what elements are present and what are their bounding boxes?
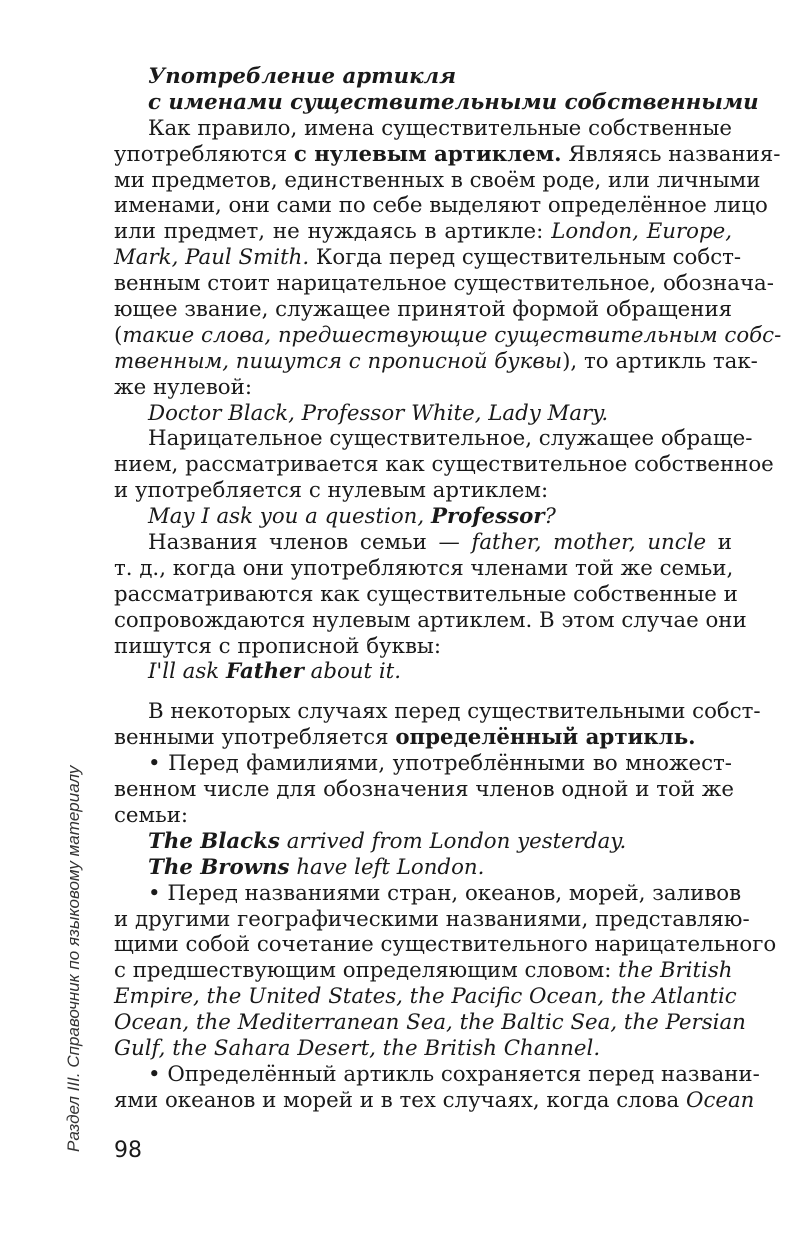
paragraph-line: (такие слова, предшествующие существительным собс- xyxy=(114,322,782,348)
section-heading-line-1: Употребление артикля xyxy=(148,64,457,89)
example-sentence: May I ask you a question, Professor? xyxy=(148,504,556,530)
paragraph-line: венным стоит нарицательное существительное, обознача- xyxy=(114,271,774,297)
paragraph-line: твенным, пишутся с прописной буквы), то артикль так- xyxy=(114,348,758,374)
paragraph-line: ющее звание, служащее принятой формой обращения xyxy=(114,297,733,323)
example-sentence: The Browns have left London. xyxy=(148,854,485,880)
bullet-line: • Определённый артикль сохраняется перед названи- xyxy=(148,1061,760,1087)
example-sentence: The Blacks arrived from London yesterday. xyxy=(148,828,627,854)
page-body-text xyxy=(114,64,782,1114)
section-side-label: Раздел III. Справочник по языковому материалу xyxy=(64,765,83,1152)
paragraph-line: Mark, Paul Smith. Когда перед существительным собст- xyxy=(114,245,742,271)
paragraph-line: употребляются с нулевым артиклем. Являясь названия- xyxy=(114,141,781,167)
section-heading-line-2: с именами существительными собственными xyxy=(148,89,759,115)
paragraph-line: Названия членов семьи — father, mother, uncle и xyxy=(148,530,732,556)
bullet-line: венном числе для обозначения членов одной и той же xyxy=(114,777,734,803)
paragraph-line: Как правило, имена существительные собственные xyxy=(148,115,732,141)
paragraph-line: венными употребляется определённый артикль. xyxy=(114,725,696,751)
paragraph-gap xyxy=(114,685,732,699)
bullet-line: щими собой сочетание существительного нарицательного xyxy=(114,932,777,958)
bullet-line: • Перед фамилиями, употреблёнными во множест- xyxy=(148,751,732,777)
paragraph-line: Нарицательное существительное, служащее обраще- xyxy=(148,426,753,452)
bullet-line: Empire, the United States, the Pacific Ocean, the Atlantic xyxy=(114,984,737,1010)
paragraph-line: именами, они сами по себе выделяют определённое лицо xyxy=(114,193,768,219)
example-sentence: Doctor Black, Professor White, Lady Mary. xyxy=(148,400,609,426)
paragraph-line: ми предметов, единственных в своём роде, или личными xyxy=(114,167,761,193)
bullet-line: ями океанов и морей и в тех случаях, когда слова Ocean xyxy=(114,1087,755,1113)
paragraph-line: же нулевой: xyxy=(114,374,253,400)
paragraph-line: и употребляется с нулевым артиклем: xyxy=(114,478,549,504)
paragraph-line: сопровождаются нулевым артиклем. В этом случае они xyxy=(114,607,747,633)
bullet-line: • Перед названиями стран, океанов, морей, заливов xyxy=(148,880,742,906)
example-sentence: I'll ask Father about it. xyxy=(148,659,401,685)
paragraph-line: нием, рассматривается как существительное собственное xyxy=(114,452,774,478)
bullet-line: Ocean, the Mediterranean Sea, the Baltic Sea, the Persian xyxy=(114,1010,746,1036)
page-number: 98 xyxy=(114,1138,142,1163)
paragraph-line: рассматриваются как существительные собственные и xyxy=(114,581,738,607)
paragraph-line: т. д., когда они употребляются членами той же семьи, xyxy=(114,555,734,581)
paragraph-line: В некоторых случаях перед существительными собст- xyxy=(148,699,761,725)
bullet-line: с предшествующим определяющим словом: the British xyxy=(114,958,733,984)
bullet-line: Gulf, the Sahara Desert, the British Channel. xyxy=(114,1035,601,1061)
paragraph-line: пишутся с прописной буквы: xyxy=(114,633,442,659)
paragraph-line: или предмет, не нуждаясь в артикле: London, Europe, xyxy=(114,219,732,245)
bullet-line: семьи: xyxy=(114,802,189,828)
bullet-line: и другими географическими названиями, представляю- xyxy=(114,906,750,932)
